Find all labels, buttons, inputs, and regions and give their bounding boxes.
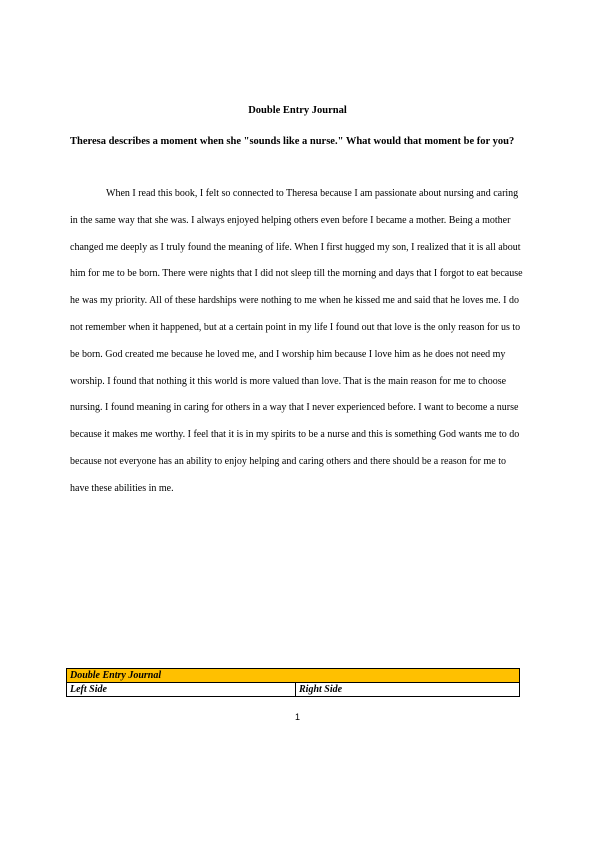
document-title: Double Entry Journal [248, 105, 347, 116]
left-side-label: Left Side [67, 683, 296, 697]
response-paragraph: When I read this book, I felt so connected to Theresa because I am passionate about nursing and caring in the same way that she was. I always enjoyed helping others even before I became a mother. Being a mother changed me deeply as I truly found the meaning of life. When I first hugged my son, I realized that it is all about him for me to be born. There were nights that I did not sleep till the morning and days that I forgot to eat because he was my priority. All of these hardships were nothing to me when he kissed me and said that he loves me. I do not remember when it happened, but at a certain point in my life I found out that love is the only reason for us to be born. God created me because he loved me, and I worship him because I love him as he does not need my worship. I found that nothing it this world is more valued than love. That is the main reason for me to choose nursing. I found meaning in caring for others in a way that I never experienced before. I want to become a nurse because it makes me worthy. I feel that it is in my spirits to be a nurse and this is something God wants me to do because not everyone has an ability to enjoy helping and caring others and there should be a reason for me to have these abilities in me. [70, 188, 523, 494]
right-side-label: Right Side [296, 683, 520, 697]
journal-question: Theresa describes a moment when she "sounds like a nurse." What would that moment be for you? [70, 136, 515, 147]
journal-table-header: Double Entry Journal [67, 669, 520, 683]
journal-table-label-row [67, 683, 520, 697]
page-number: 1 [294, 712, 300, 722]
double-entry-journal-table [66, 668, 520, 697]
journal-table-header-row [67, 669, 520, 683]
